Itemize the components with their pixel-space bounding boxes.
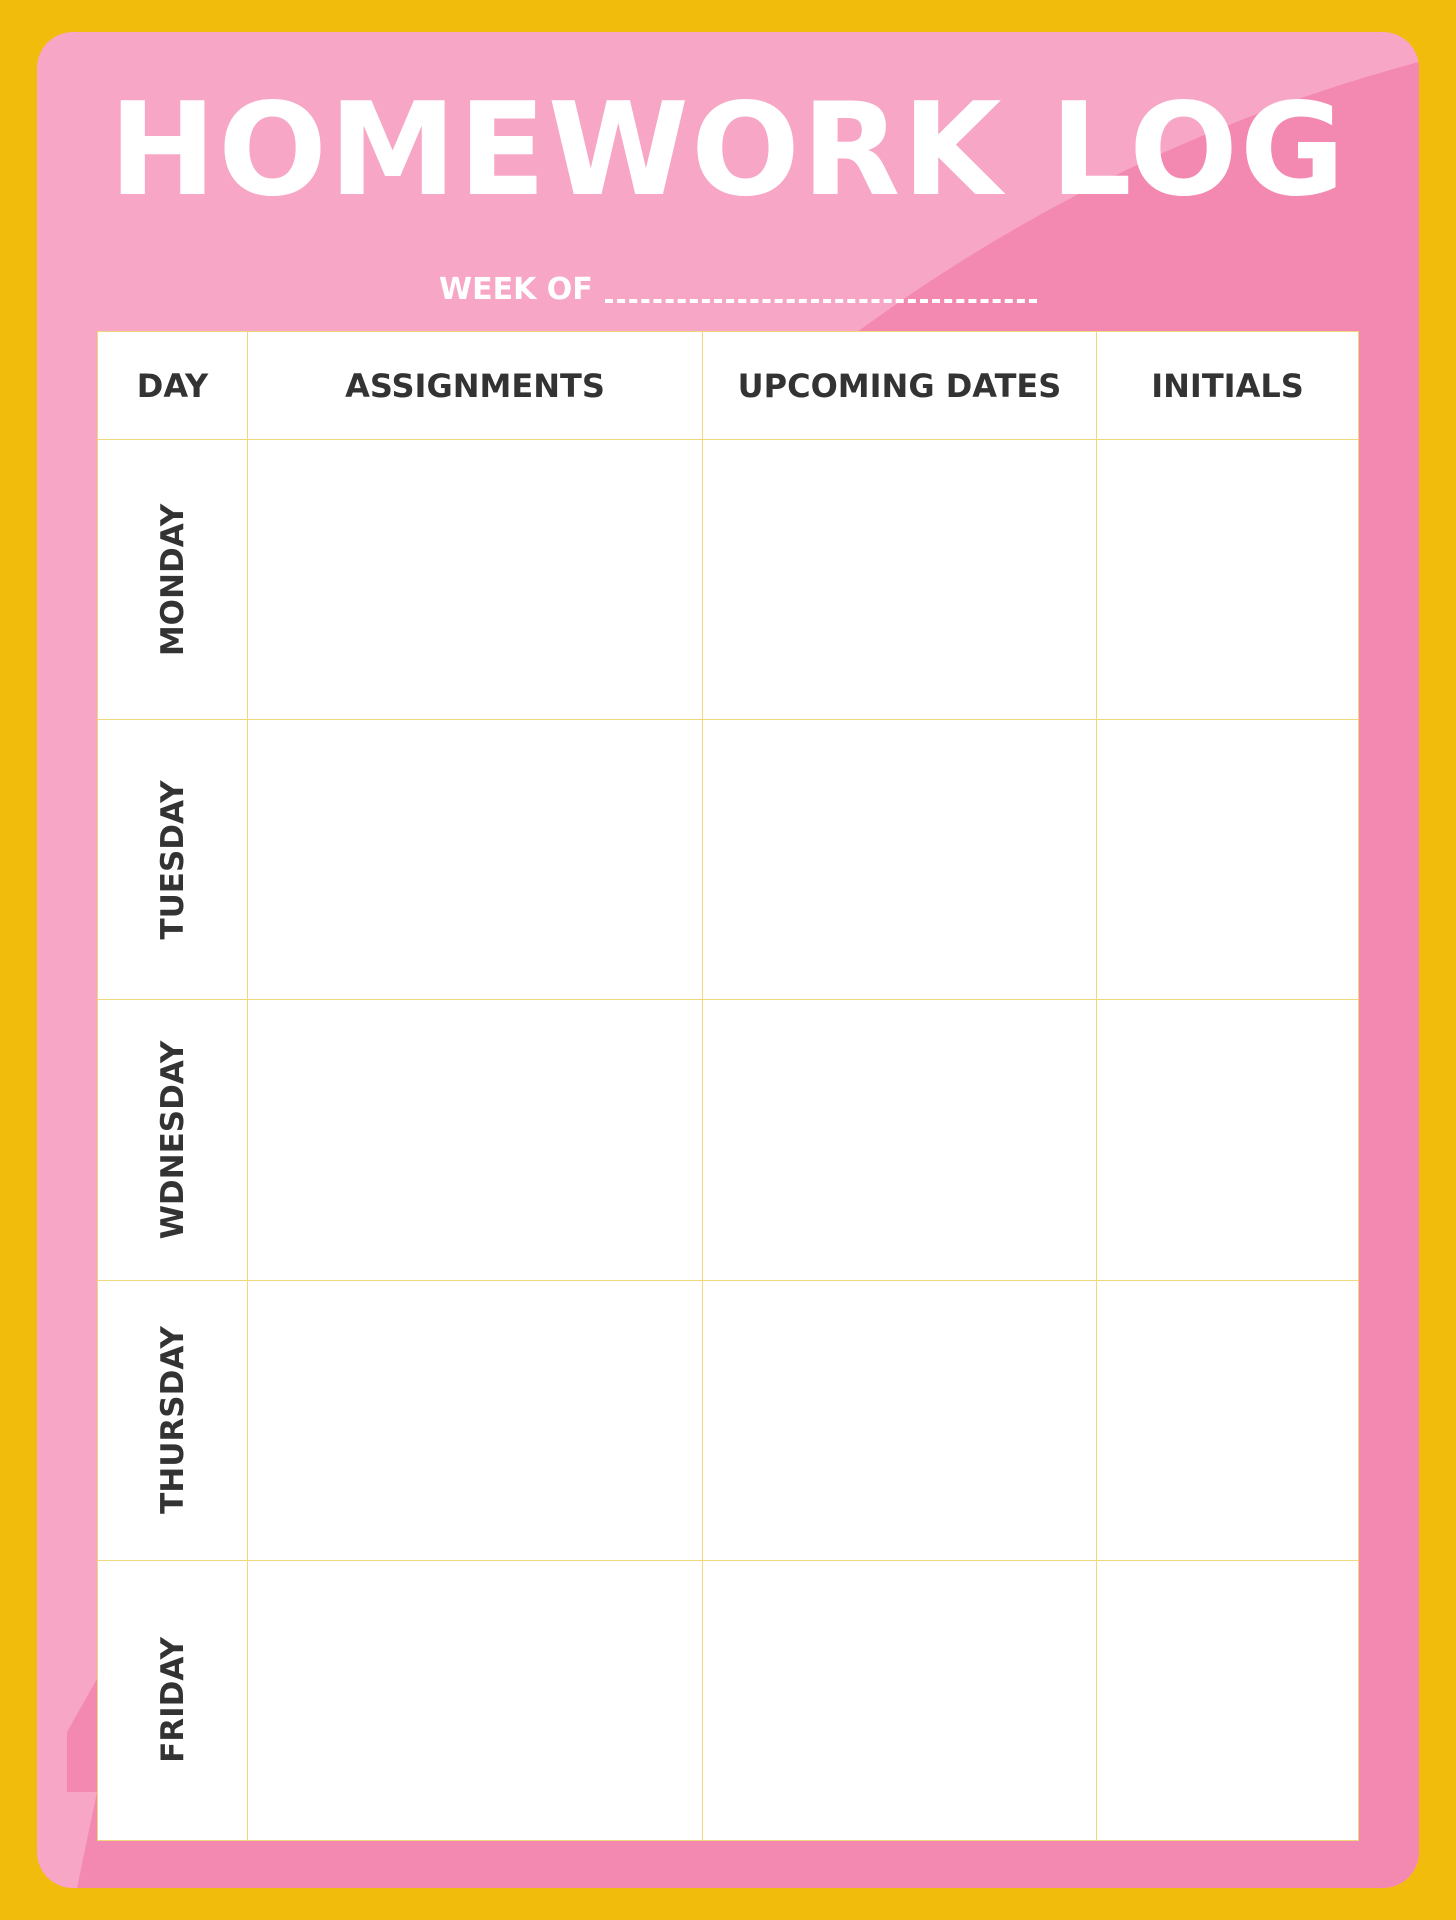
- day-label-tuesday: TUESDAY: [154, 780, 191, 940]
- upcoming-dates-cell[interactable]: [703, 1280, 1097, 1560]
- assignments-cell[interactable]: [248, 1560, 703, 1840]
- assignments-cell[interactable]: [248, 720, 703, 1000]
- initials-cell[interactable]: [1097, 1560, 1359, 1840]
- page-title: HOMEWORK LOG: [109, 76, 1347, 225]
- day-label-monday: MONDAY: [154, 503, 191, 656]
- initials-cell[interactable]: [1097, 440, 1359, 720]
- upcoming-dates-cell[interactable]: [703, 440, 1097, 720]
- table-row: [98, 440, 1359, 720]
- day-label-wednesday: WDNESDAY: [154, 1040, 191, 1240]
- day-label-friday: FRIDAY: [154, 1637, 191, 1764]
- day-label-thursday: THURSDAY: [154, 1326, 191, 1514]
- day-cell: [98, 1560, 248, 1840]
- assignments-cell[interactable]: [248, 1000, 703, 1280]
- column-header-assignments: ASSIGNMENTS: [248, 332, 703, 440]
- table-row: [98, 1560, 1359, 1840]
- upcoming-dates-cell[interactable]: [703, 1000, 1097, 1280]
- table-row: [98, 720, 1359, 1000]
- column-header-day: DAY: [98, 332, 248, 440]
- day-cell: [98, 720, 248, 1000]
- column-header-initials: INITIALS: [1097, 332, 1359, 440]
- upcoming-dates-cell[interactable]: [703, 1560, 1097, 1840]
- assignments-cell[interactable]: [248, 440, 703, 720]
- column-header-upcoming-dates: UPCOMING DATES: [703, 332, 1097, 440]
- table-row: [98, 1000, 1359, 1280]
- week-of-blank-line[interactable]: [605, 299, 1037, 303]
- initials-cell[interactable]: [1097, 1000, 1359, 1280]
- initials-cell[interactable]: [1097, 1280, 1359, 1560]
- day-cell: [98, 1280, 248, 1560]
- upcoming-dates-cell[interactable]: [703, 720, 1097, 1000]
- homework-table: [97, 331, 1359, 1841]
- week-of-label: WEEK OF: [439, 272, 593, 307]
- week-of-field[interactable]: [439, 270, 1037, 310]
- day-cell: [98, 440, 248, 720]
- initials-cell[interactable]: [1097, 720, 1359, 1000]
- table-row: [98, 1280, 1359, 1560]
- assignments-cell[interactable]: [248, 1280, 703, 1560]
- log-sheet: [37, 32, 1419, 1888]
- day-cell: [98, 1000, 248, 1280]
- header-row: [98, 332, 1359, 440]
